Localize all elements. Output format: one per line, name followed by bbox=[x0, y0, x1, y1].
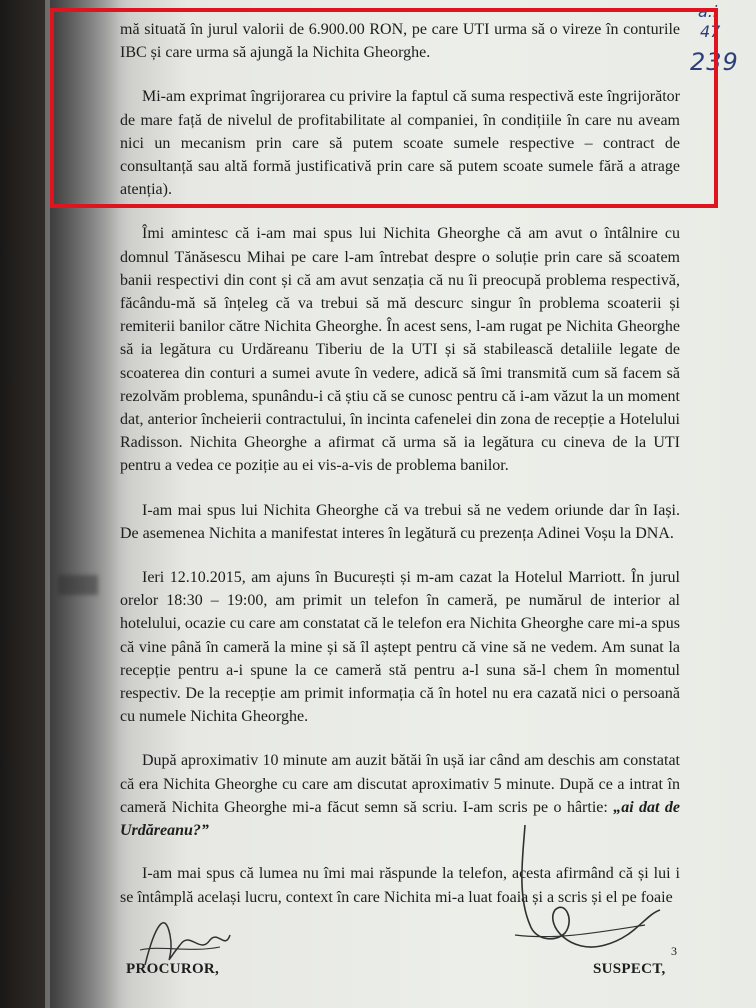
prosecutor-label: PROCUROR, bbox=[126, 961, 220, 977]
handwritten-annotation: 47 bbox=[700, 22, 721, 41]
paragraph: Îmi amintesc că i-am mai spus lui Nichita Gheorghe că am avut o întâlnire cu domnul Tănăsescu Mihai pe care l-am întrebat despre o soluție prin care să scoatem banii respectivi din cont și că am avut senzația că nu îi preocupă problema respectivă, făcându-mă să înțeleg că va trebui să mă descurc singur în problema scoaterii și remiterii banilor către Nichita Gheorghe. În acest sens, l-am rugat pe Nichita Gheorghe să ia legătura cu Urdăreanu Tiberiu de la UTI și să stabilească detaliile legate de scoaterea din conturi a sumei avute în vedere, adică să îmi transmită cum să facem să rezolvăm problema, spunându-i că știu că se cunosc pentru că i-am văzut la un moment dat, anterior încheierii contractului, în incinta cafenelei din zona de recepție a Hotelului Radisson. Nichita Gheorghe a afirmat că urma să ia legătura cu cineva de la UTI pentru a vedea ce poziție au ei vis-a-vis de problema banilor. bbox=[120, 225, 680, 475]
paragraph: I-am mai spus lui Nichita Gheorghe că va trebui să ne vedem oriunde dar în Iași. De asemenea Nichita a manifestat interes în legătură cu prezența Adinei Voșu la DNA. bbox=[120, 501, 680, 542]
handwritten-page-index: 239 bbox=[690, 48, 739, 76]
margin-mark bbox=[58, 575, 98, 595]
paragraph: I-am mai spus că lumea nu îmi mai răspunde la telefon, acesta afirmând că și lui i se întâmplă același lucru, context în care Nichita mi-a luat foaia și a scris și el pe foaie bbox=[120, 865, 680, 906]
quoted-question: „ai dat de Urdăreanu?” bbox=[120, 798, 681, 840]
paragraph: mă situată în jurul valorii de 6.900.00 RON, pe care UTI urma să o vireze în conturile IBC și care urma să ajungă la Nichita Gheorghe. bbox=[120, 21, 680, 62]
suspect-label: SUSPECT, bbox=[593, 961, 666, 977]
signature-suspect bbox=[495, 815, 675, 970]
page-number: 3 bbox=[671, 944, 677, 958]
paragraph-text: După aproximativ 10 minute am auzit bătăi în ușă iar când am deschis am constatat că era Nichita Gheorghe cu care am discutat aproximativ 5 minute. După ce a intrat în cameră Nichita Gheorghe mi-a făcut semn să scriu. I-am scris pe o hârtie: bbox=[120, 752, 680, 816]
handwritten-annotation: a.i bbox=[698, 2, 718, 21]
paragraph: Ieri 12.10.2015, am ajuns în București și m-am cazat la Hotelul Marriott. În jurul orelor 18:30 – 19:00, am primit un telefon în cameră, pe numărul de interior al hotelului, ocazie cu care am constatat că le telefon era Nichita Gheorghe care mi-a spus că vine până în cameră la mine și să îl aștept pentru că vine să ne vedem. Am sunat la recepție pentru a-i spune la ce cameră stă pentru a-l suna să-l chem în momentul respectiv. De la recepție am primit informația că în hotel nu era cazată nici o persoană cu numele Nichita Gheorghe. bbox=[120, 569, 680, 726]
red-highlight-box bbox=[50, 8, 721, 208]
paragraph: Mi-am exprimat îngrijorarea cu privire la faptul că suma respectivă este îngrijorător de mare față de nivelul de profitabilitate al companiei, în condițiile în care nu aveam nici un mecanism prin care să putem scoate sumele respective – contract de consultanță sau altă formă justificativă prin care să putem scoate sumele fără a atrage atenția). bbox=[120, 88, 680, 199]
